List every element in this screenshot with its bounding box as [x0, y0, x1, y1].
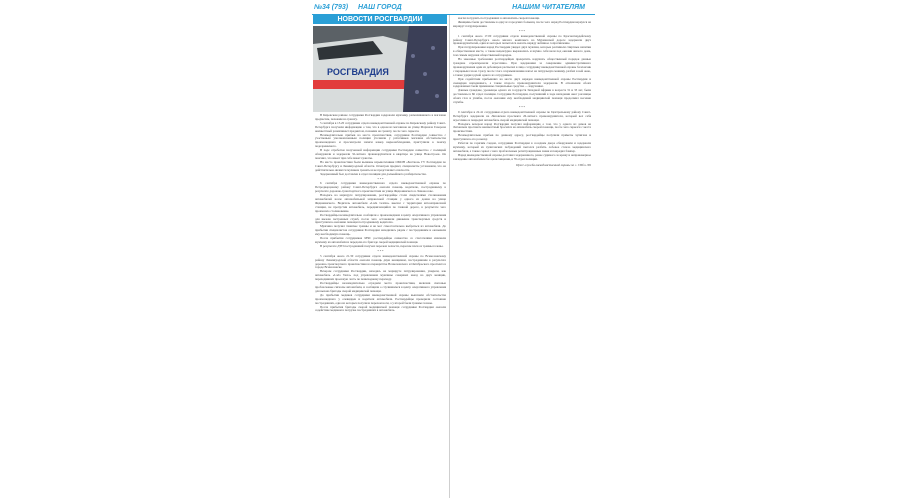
- article-column-left: [315, 114, 446, 498]
- newspaper-page: [312, 0, 595, 500]
- section-separator: * * *: [518, 104, 526, 109]
- page-header: [312, 4, 595, 15]
- paragraph: На законные требования росгвардейцев прекратить нарушать общественный порядок данные граждане отреагировали агрессивно. При задержании за совершение административного правонарушения один из дебоширов распылил в лицо сотруднику вневедомственной охраны баллончик с перцовым газом. Сразу после этого злоумышленник напал на патрульную машину, разбил в ней окно, а также ударил рукой одного из сотрудников.: [453, 57, 591, 77]
- paragraph: Находясь вечером наряд Росгвардии получил информацию о том, что у одного из домов на Лиговском проспекте неизвестный бросился на автомобиль скорой помощи, после чего скрылся с места происшествия.: [453, 121, 591, 134]
- paragraph: 9 сентября в 22.41 сотрудники отдела вневедомственной охраны по Центральному району Санкт-Петербурга задержали на Лиговском проспекте 26-летнего правонарушителя, который вел себя агрессивно и повредил автомобиль скорой медицинской помощи.: [453, 109, 591, 122]
- paragraph: Работая по горячим следам, сотрудники Росгвардии в соседнем дворе обнаружили и задержали мужчину, который из хулиганских побуждений пытался разбить лобовое стекло медицинского автомобиля, а также сорвал с него проблесковые регистрационные знаки и повредил бампер.: [453, 141, 591, 153]
- paragraph: После прибытия бригады скорой медицинской помощи сотрудники Росгвардии оказали содействие медикам в погрузке пострадавших в автомобиль.: [315, 304, 446, 313]
- paragraph: Данные граждане, уроженцы одного из государств Западной Африки в возрасте 31 и 33 лет, были доставлены в 66 отдел полиции. Сотрудник Росгвардии, получивший в ходе нападения ожог роговицы обоих глаз и ушибы, после оказания ему необходимой медицинской помощи продолжил несение службы.: [453, 88, 591, 105]
- paragraph: Женщины были доставлены в одну из городских больниц, после чего наряд Росгвардии вернулся на маршрут патрулирования.: [453, 19, 591, 28]
- paragraph: После прибытия сотрудников МЧС росгвардейцы совместно со спасателями извлекли мужчину из автомобиля и передали его бригаде скорой медицинской помощи.: [315, 236, 446, 244]
- paragraph: Наряд вневедомственной охраны доставил задержанного, ранее судимого за кражу и неправомерное завладение автомобилем без цели хищения, в 76 отдел полиции.: [453, 152, 591, 161]
- paragraph: Росгвардейцы незамедлительно сообщили о произошедшем в центр оперативного управления для вызова экстренных служб, после чего остановили движение транспортных средств и приступили к оказанию помощи пострадавшему водителю.: [315, 212, 446, 225]
- section-name: НАШИМ ЧИТАТЕЛЯМ: [512, 4, 585, 11]
- door-lettering: РОСГВАРДИЯ: [327, 67, 389, 77]
- paragraph: На место происшествия были вызваны взрывотехники ОМОН «Бастион» ГУ Росгвардии по Санкт-Петербургу и Ленинградской области. Осмотрев предмет, специалисты установили, что он действительно является муляжом гранаты и не представляет опасности.: [315, 159, 446, 172]
- paragraph: Росгвардейцы незамедлительно оградили место происшествия, включив световые проблесковые сигналы автомобиля, и сообщили о случившемся в центр оперативного управления для вызова бригады скорой медицинской помощи.: [315, 281, 446, 293]
- paragraph: Задержанный был доставлен в отдел полиции для дальнейшего разбирательства.: [320, 171, 427, 176]
- paragraph: В ходе отработки полученной информации сотрудники Росгвардии совместно с полицией обнаружили и задержали 32-летнего правонарушителя в квартире на улице Новостроек. Он пояснил, что имеет при себе макет гранаты.: [315, 148, 446, 160]
- paragraph: При содействии прибывших на место двух нарядов вневедомственной охраны Росгвардии и очевидцев нападавшего, а также второго правонарушителя задержали. В отношении обоих задержанных были применены специальные средства — наручники.: [453, 76, 591, 89]
- paragraph: 6 сентября сотрудники вневедомственного отдела вневедомственной охраны по Петродворцовому району Санкт-Петербурга оказали помощь водителю, пострадавшему в результате дорожно-транспортного происшествия на улице Федюнинского в Ломоносове.: [315, 181, 446, 194]
- paragraph: 5 сентября в 13.20 сотрудники отдела вневедомственной охраны по Кировскому району Санкт-Петербурга получили информацию о том, что в одном из магазинов на улице Маршала Говорова неизвестный размахивает предметом, похожим на гранату, после чего скрылся.: [315, 120, 446, 133]
- column-divider: [449, 15, 450, 498]
- paragraph: Находясь на маршруте патрулирования, росгвардейцы стали свидетелями столкновения автомобилей возле автомобильной заправочной станции у одного из домов на улице Федюнинского. Водитель автомобиля «Lada Granta» выехал с территории автозаправочной станции, не пропустив автомобиль, передвигающийся по главной дороге, в результате чего произошло столкновение.: [315, 193, 446, 213]
- paragraph: Мужчина получил тяжёлые травмы и не мог самостоятельно выбраться из автомобиля. До прибытия специалистов сотрудники Росгвардии находились рядом с пострадавшим и оказывали ему необходимую помощь.: [315, 224, 446, 237]
- issue-number: №34 (793): [314, 4, 349, 11]
- paragraph: До прибытия медиков сотрудники вневедомственной охраны выяснили обстоятельства произошедшего у очевидцев и водителя автомобиля. Росгвардейцы проверили состояние пострадавших, одна из которых получила перелом ноги, а у второй были травмы головы.: [315, 292, 446, 305]
- guard-uniform: [403, 26, 447, 112]
- paragraph: могли погрузить пострадавших в автомобиль скорой помощи.: [458, 17, 540, 20]
- paragraph: В Кировском районе сотрудники Росгвардии задержали мужчину, размахивавшего в магазине предметом, похожим на гранату.: [315, 114, 446, 121]
- paragraph: В результате ДТП пострадавший получил перелом челюсти, перелом плеча и травмы головы.: [320, 243, 444, 248]
- press-service-signature: Пресс-служба вневедомственной охраны по г. СПб и ЛО: [516, 162, 591, 167]
- paragraph: 1 сентября около 17.00 сотрудники отдела вневедомственной охраны по Красногвардейскому району Санкт-Петербурга около жилого комплекса на Мурманской дороге задержали двух правонарушителей, один из которых попытался оказать наряду активное сопротивление.: [453, 33, 591, 46]
- paragraph: Незамедлительно прибыв по данному адресу, росгвардейцы получили приметы хулигана и приступили к его розыску.: [453, 133, 591, 142]
- paragraph: При патрулировании наряд Росгвардии увидел двух мужчин, которые распивали спиртные напитки в общественном месте, а также нецензурно выражались и шумно себя вели под окнами жилого дома, тем самым нарушая общественный порядок.: [453, 45, 591, 58]
- paragraph: Незамедлительно прибыв на место происшествия, сотрудники Росгвардии совместно с участковым уполномоченным полиции уточнили у работников магазина обстоятельства произошедшего и просмотрели записи камер видеонаблюдения, приступили к поиску подозреваемого.: [315, 132, 446, 149]
- photo-illustration: [313, 26, 447, 112]
- section-separator: * * *: [518, 28, 526, 33]
- paragraph: 5 сентября около 21.30 сотрудники отдела вневедомственной охраны по Всеволожскому району Ленинградской области оказали помощь двум женщинам, пострадавшим в результате дорожно-транспортного происшествия на перекрёстке Всеволожского и Октябрьского проспекта в городе Всеволожске.: [315, 253, 446, 270]
- paragraph: Вечером сотрудники Росгвардии, находясь на маршруте патрулирования, увидели, как автомобиль «Lada Vesta» под управлением мужчины совершил наезд на двух женщин, переходивших проезжую часть по пешеходному переходу.: [315, 269, 446, 282]
- section-separator: * * *: [377, 176, 384, 181]
- article-photo: [313, 26, 447, 112]
- article-column-right: [453, 17, 591, 348]
- article-banner: НОВОСТИ РОСГВАРДИИ: [313, 15, 447, 24]
- section-separator: * * *: [377, 248, 384, 253]
- paper-name: НАШ ГОРОД: [358, 4, 402, 11]
